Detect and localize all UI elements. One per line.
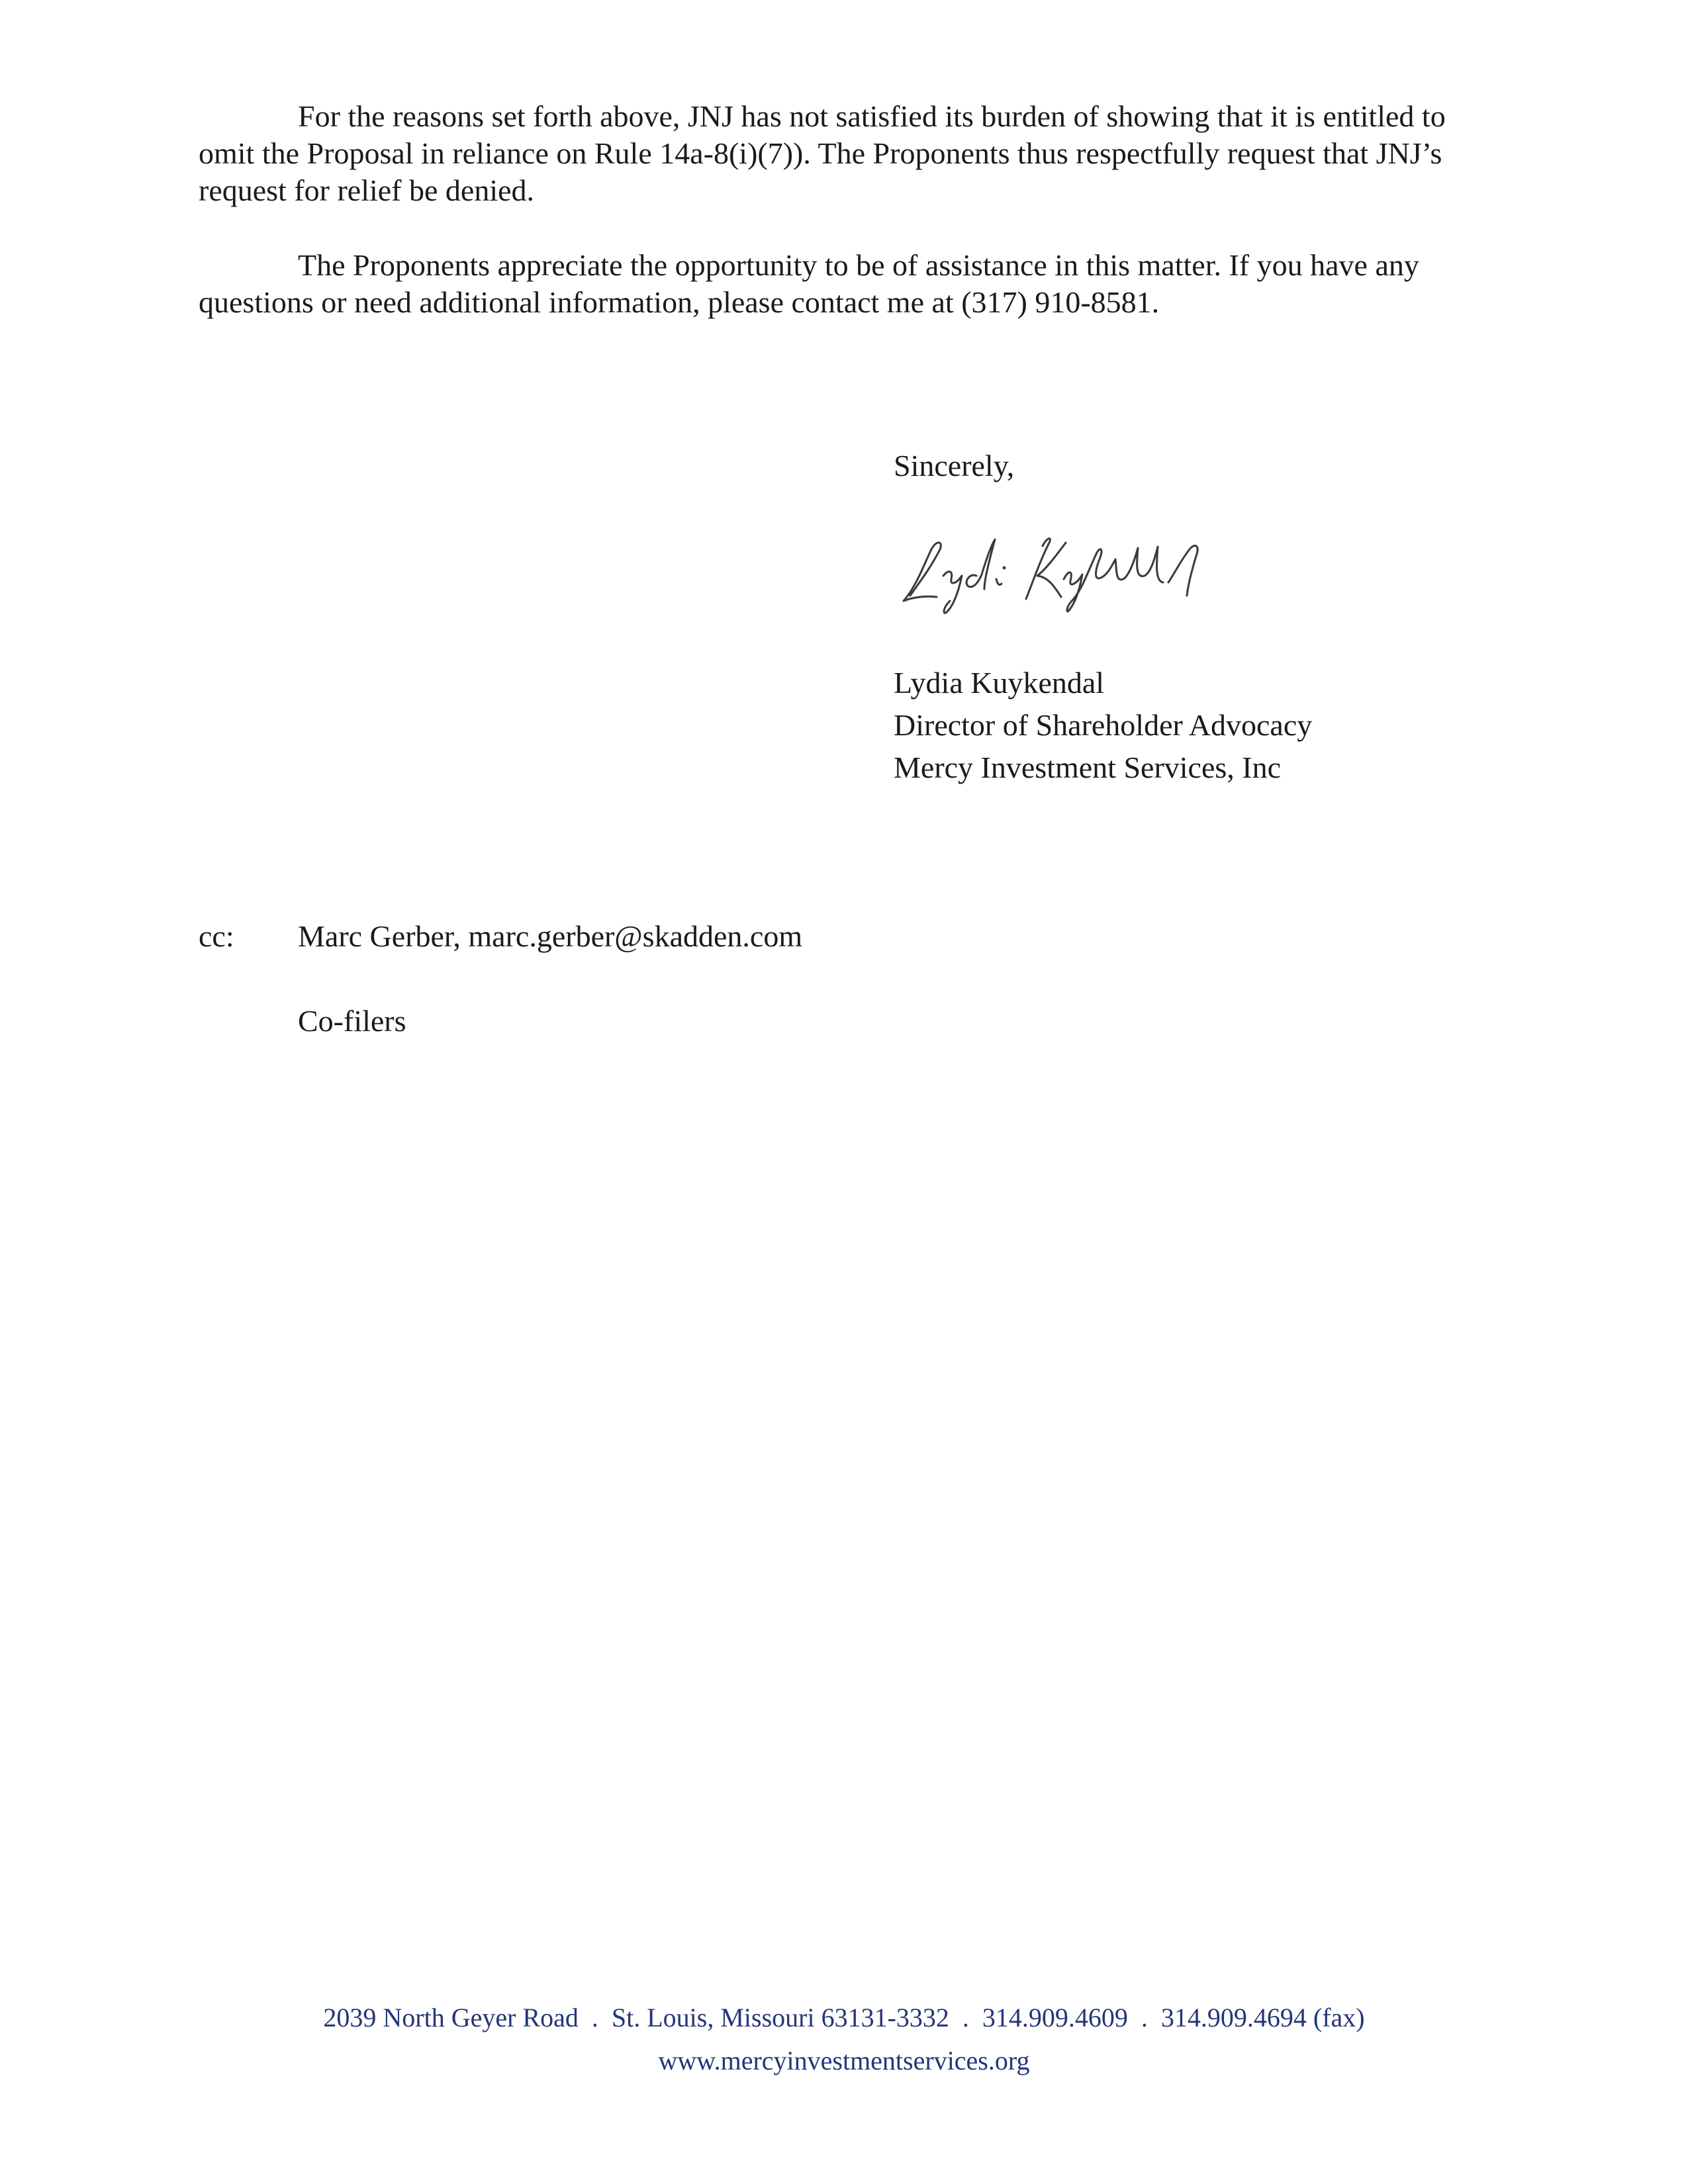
signatory-name: Lydia Kuykendal [894,666,1105,700]
cc-label: cc: [199,919,234,953]
body-paragraph-contact: The Proponents appreciate the opportunity to be of assistance in this matter. If you have any questions or need additional information, please contact me at (317) 910-8581. [199,248,1419,319]
handwritten-signature [890,523,1235,615]
signatory-details [894,662,1312,789]
footer-address: 2039 North Geyer Road . St. Louis, Missouri 63131-3332 . 314.909.4609 . 314.909.4694 (fax) [323,2003,1365,2032]
cc-recipient: Marc Gerber, marc.gerber@skadden.com [298,919,803,953]
signatory-organization: Mercy Investment Services, Inc [894,751,1282,784]
signatory-title: Director of Shareholder Advocacy [894,708,1313,742]
body-paragraph-conclusion: For the reasons set forth above, JNJ has not satisfied its burden of showing that it is entitled to omit the Proposal in reliance on Rule 14a-8(i)(7)). The Proponents thus respectfully request that JNJ’s request for relief be denied. [199,99,1446,207]
closing-salutation: Sincerely, [894,449,1015,482]
footer-website: www.mercyinvestmentservices.org [658,2046,1030,2075]
cc-cofilers: Co-filers [298,1004,406,1038]
